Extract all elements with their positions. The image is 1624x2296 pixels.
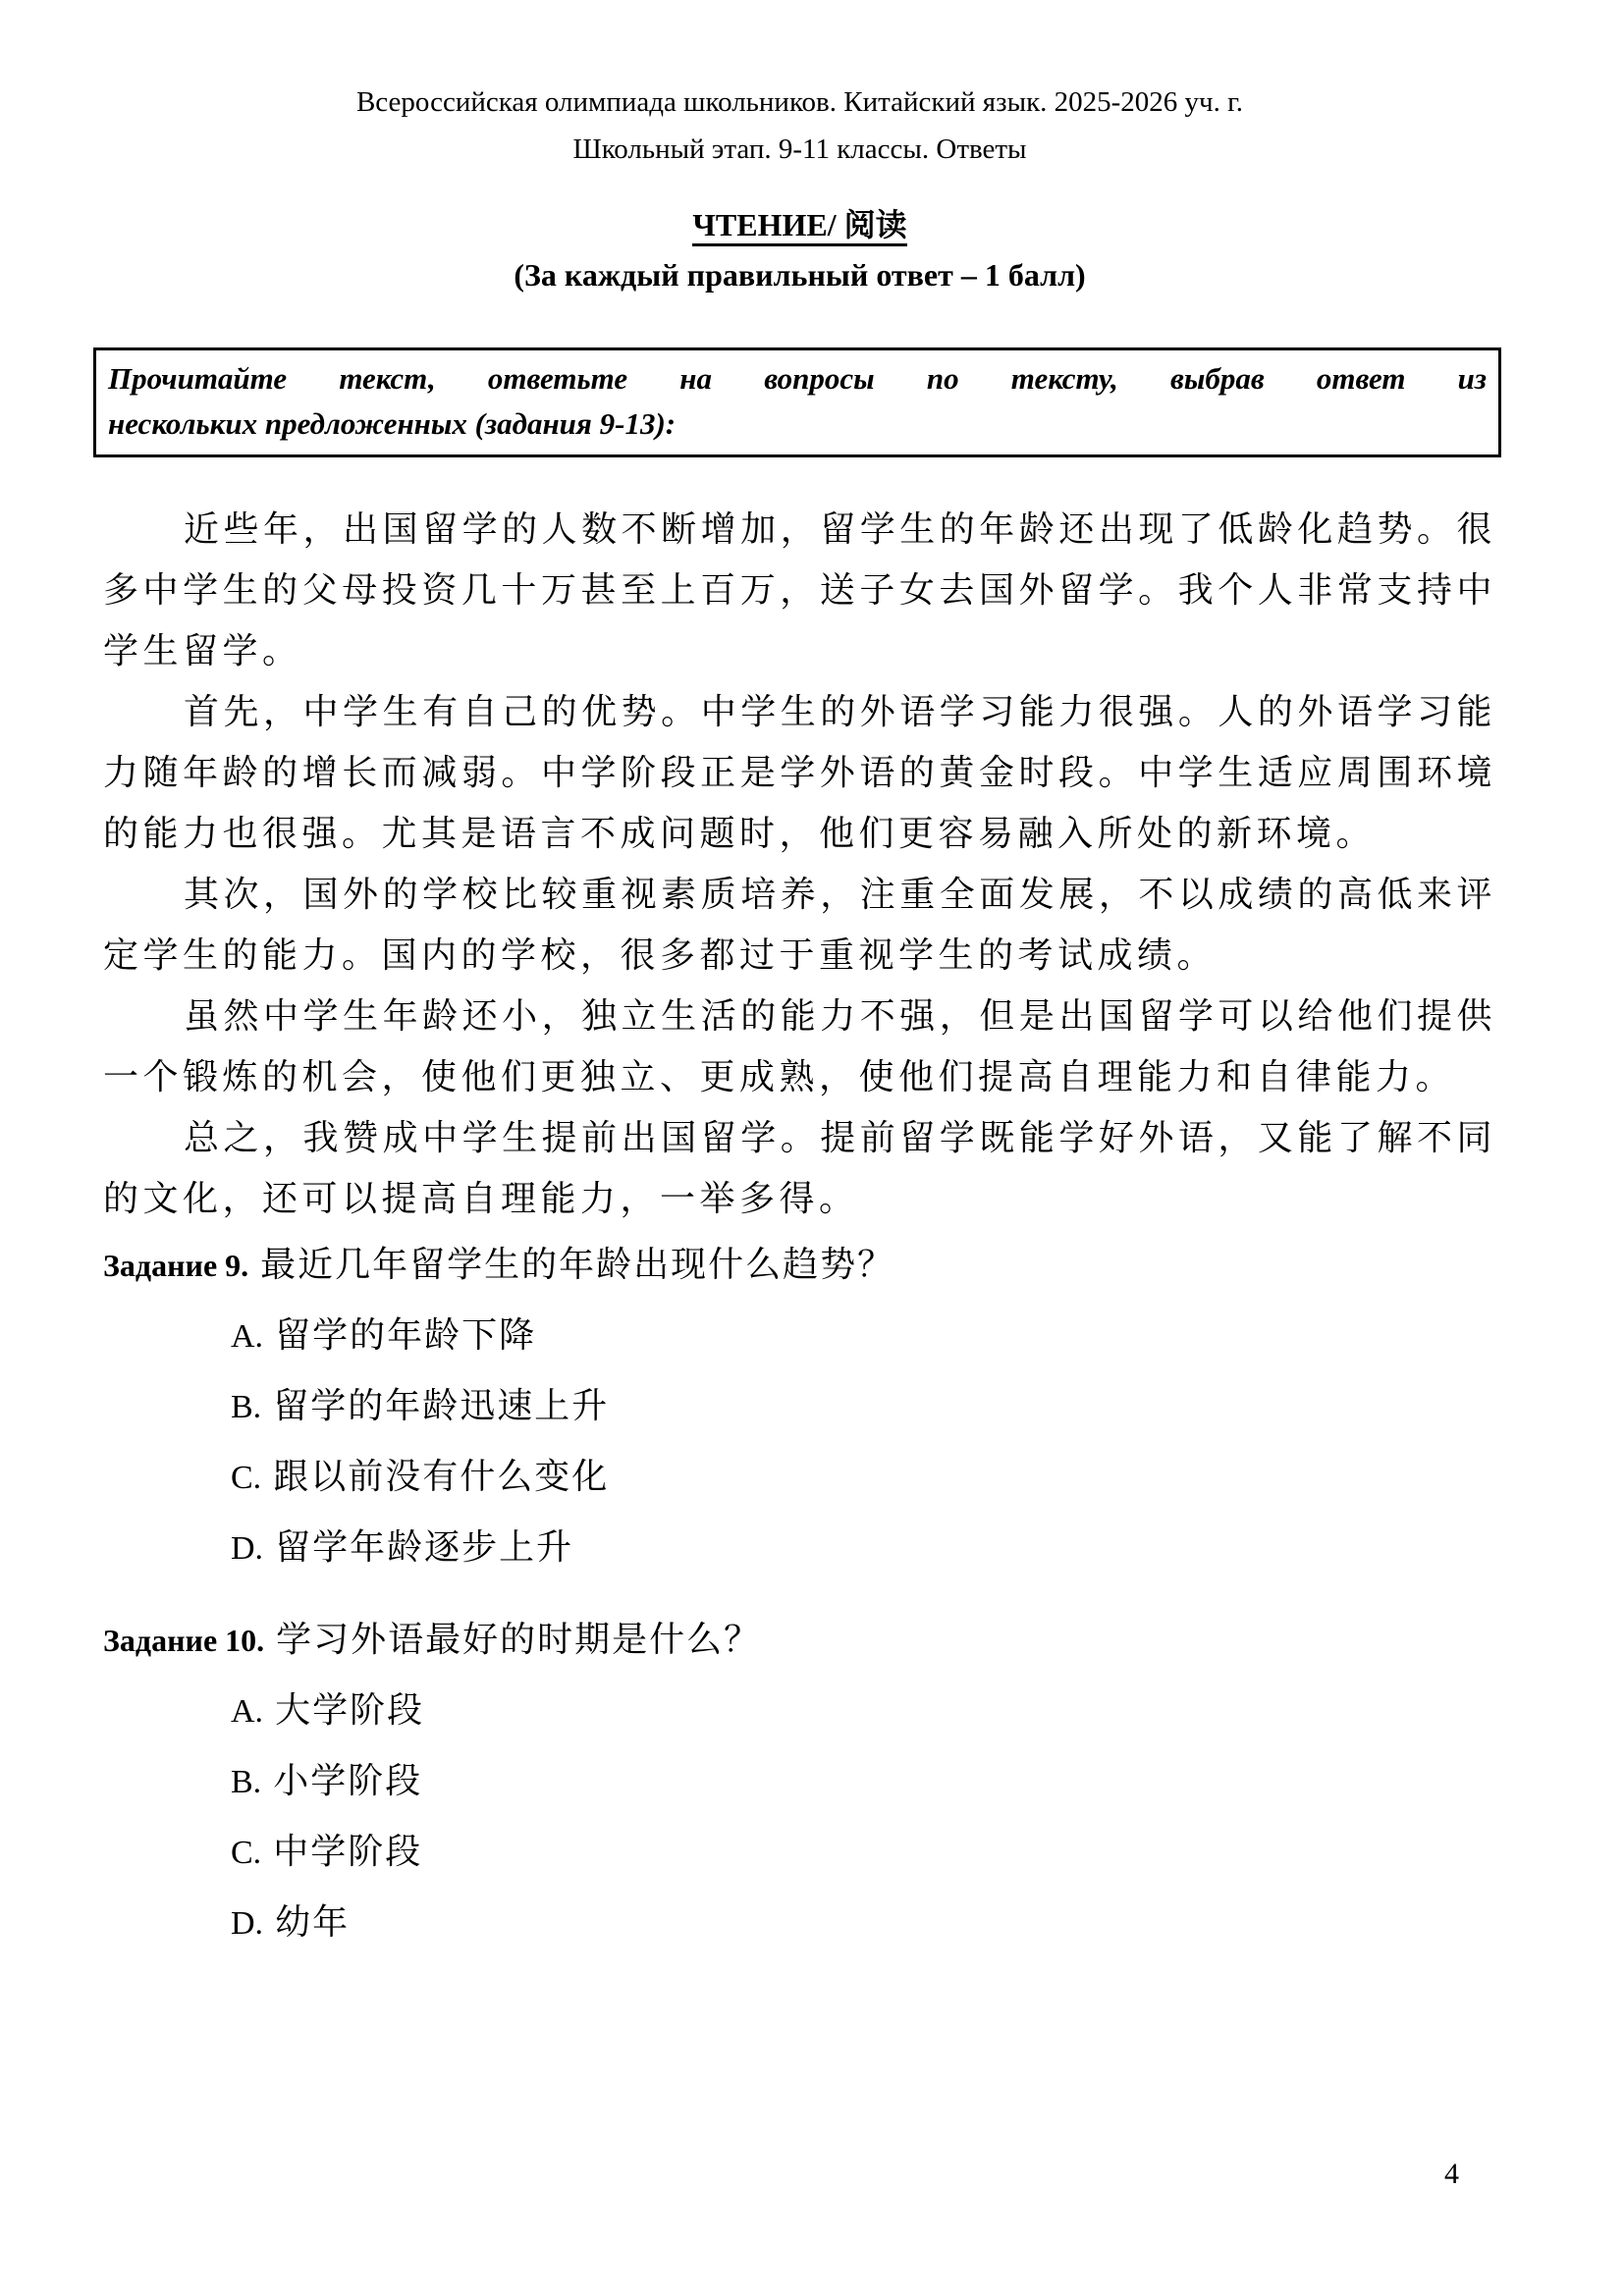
- option-letter: D.: [231, 1530, 264, 1567]
- instruction-line-1: Прочитайте текст, ответьте на вопросы по тексту, выбрав ответ из: [108, 361, 1487, 396]
- passage-paragraph-5: 总之，我赞成中学生提前出国留学。提前留学既能学好外语，又能了解不同的文化，还可以提高自理能力，一举多得。: [103, 1118, 1496, 1218]
- task-9-question: [103, 1233, 1496, 1304]
- task-10-option-b: [103, 1749, 1496, 1820]
- header-line-1: Всероссийская олимпиада школьников. Китайский язык. 2025-2026 уч. г.: [355, 86, 1244, 118]
- task-9-label: Задание 9.: [103, 1248, 249, 1283]
- option-letter: B.: [231, 1389, 262, 1425]
- passage-paragraph-1: 近些年，出国留学的人数不断增加，留学生的年龄还出现了低龄化趋势。很多中学生的父母投资几十万甚至上百万，送子女去国外留学。我个人非常支持中学生留学。: [103, 509, 1496, 670]
- passage-paragraph-3: 其次，国外的学校比较重视素质培养，注重全面发展，不以成绩的高低来评定学生的能力。国内的学校，很多都过于重视学生的考试成绩。: [103, 875, 1496, 975]
- task-9-option-b: [103, 1374, 1496, 1445]
- option-text: 留学的年龄迅速上升: [273, 1386, 610, 1425]
- task-9-option-c: [103, 1445, 1496, 1516]
- task-9-option-d: [103, 1516, 1496, 1586]
- task-9-option-a: [103, 1304, 1496, 1374]
- option-letter: D.: [231, 1905, 264, 1942]
- section-title: [103, 202, 1496, 247]
- reading-passage: [103, 499, 1496, 1229]
- passage-paragraph-2: 首先，中学生有自己的优势。中学生的外语学习能力很强。人的外语学习能力随年龄的增长而减弱。中学阶段正是学外语的黄金时段。中学生适应周围环境的能力也很强。尤其是语言不成问题时，他们更容易融入所处的新环境。: [103, 692, 1496, 853]
- task-10-option-c: [103, 1820, 1496, 1891]
- instruction-box: [93, 347, 1501, 457]
- option-letter: B.: [231, 1764, 262, 1800]
- page-header: [103, 79, 1496, 173]
- option-letter: C.: [231, 1835, 262, 1871]
- section-subtitle: (За каждый правильный ответ – 1 балл): [514, 257, 1086, 293]
- passage-paragraph-4: 虽然中学生年龄还小，独立生活的能力不强，但是出国留学可以给他们提供一个锻炼的机会，使他们更独立、更成熟，使他们提高自理能力和自律能力。: [103, 996, 1496, 1096]
- option-text: 幼年: [275, 1902, 351, 1942]
- task-9-question-text: 最近几年留学生的年龄出现什么趋势？: [260, 1245, 895, 1284]
- section-title-text: ЧТЕНИЕ/ 阅读: [692, 207, 906, 246]
- option-letter: A.: [231, 1693, 264, 1730]
- task-10-question-text: 学习外语最好的时期是什么？: [276, 1620, 762, 1659]
- option-letter: C.: [231, 1460, 262, 1496]
- task-10-question: [103, 1608, 1496, 1679]
- task-10-option-d: [103, 1891, 1496, 1961]
- option-text: 小学阶段: [273, 1761, 423, 1800]
- option-letter: A.: [231, 1318, 264, 1355]
- page-number: 4: [1444, 2158, 1459, 2190]
- option-text: 留学年龄逐步上升: [275, 1527, 574, 1567]
- task-10-option-a: [103, 1679, 1496, 1749]
- task-10-label: Задание 10.: [103, 1623, 265, 1658]
- task-10: [103, 1608, 1496, 1961]
- option-text: 留学的年龄下降: [275, 1315, 537, 1355]
- instruction-line-2: нескольких предложенных (задания 9-13):: [108, 406, 677, 441]
- option-text: 跟以前没有什么变化: [273, 1457, 610, 1496]
- header-line-2: Школьный этап. 9-11 классы. Ответы: [572, 133, 1027, 165]
- option-text: 中学阶段: [273, 1832, 423, 1871]
- option-text: 大学阶段: [275, 1690, 425, 1730]
- task-9: [103, 1233, 1496, 1586]
